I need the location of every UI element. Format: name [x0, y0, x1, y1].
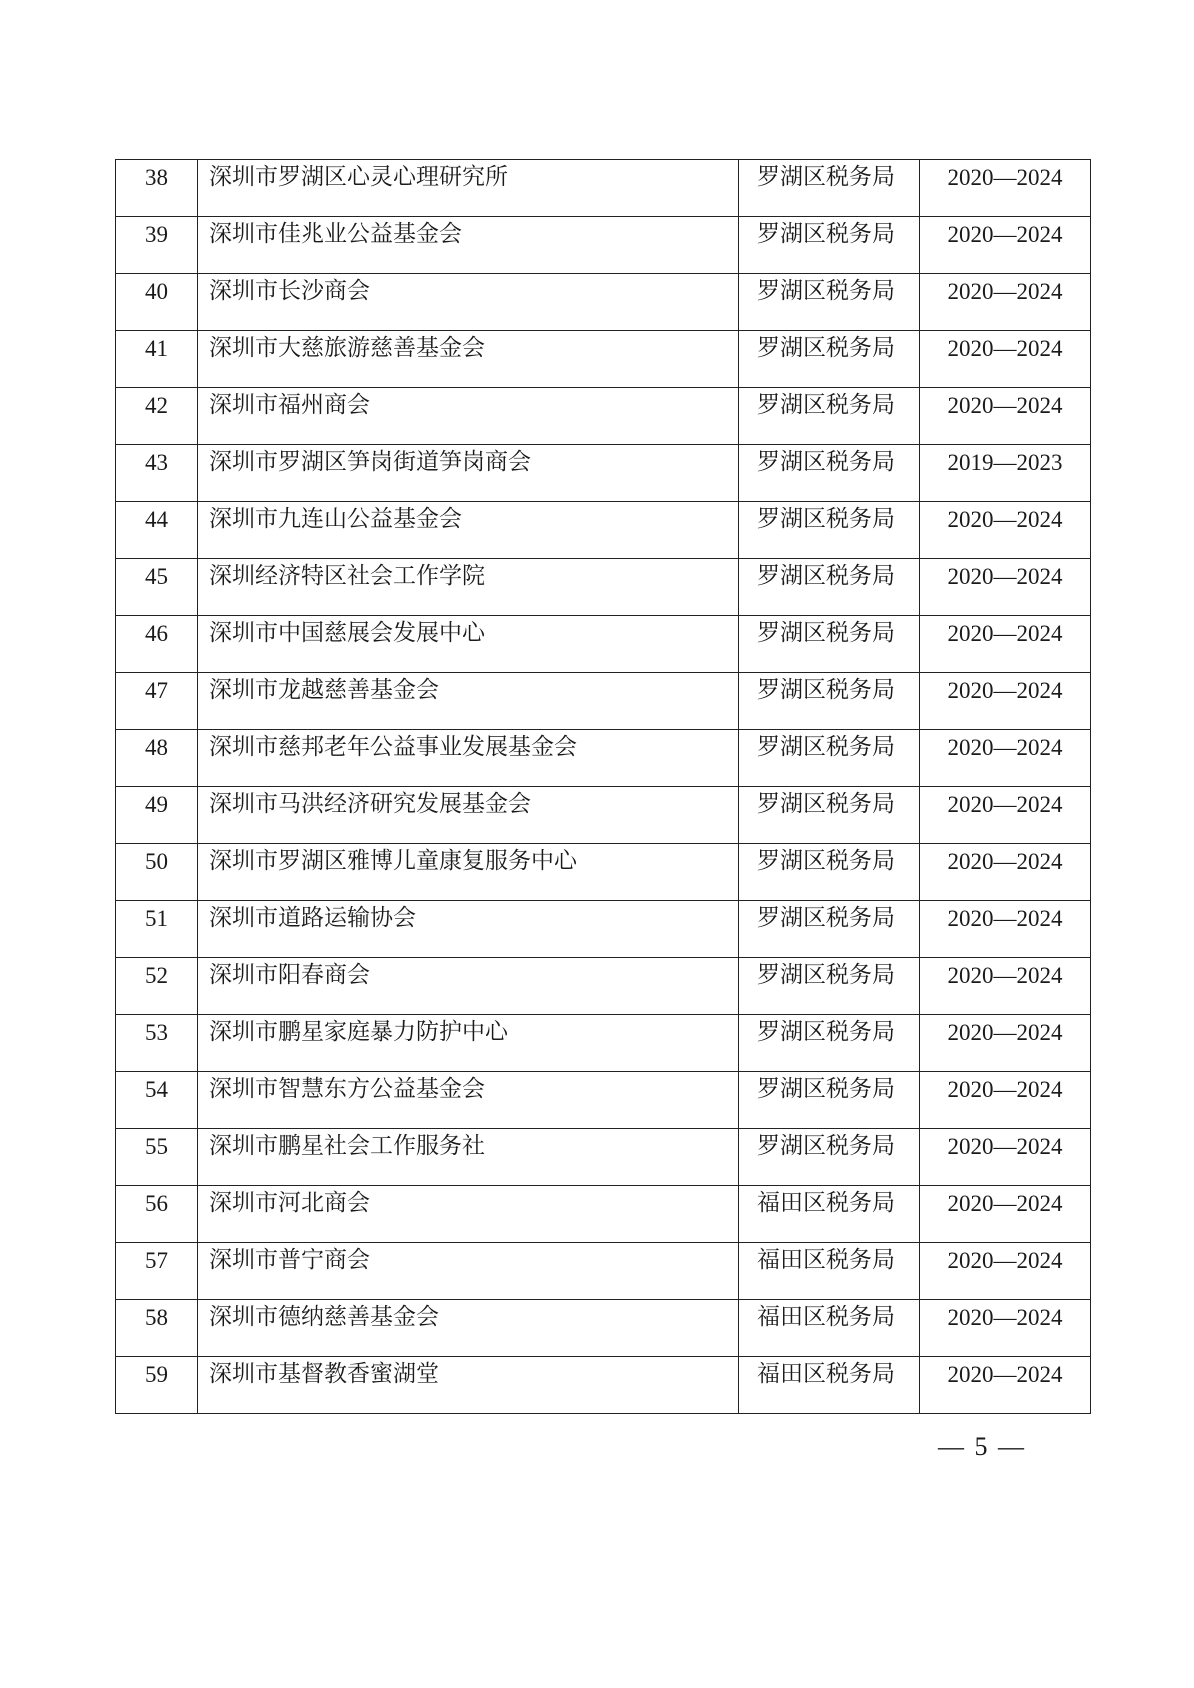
- tax-authority-text: 罗湖区税务局: [757, 677, 895, 703]
- organization-name-cell: [198, 1186, 739, 1243]
- validity-period-text: 2020—2024: [947, 621, 1063, 646]
- tax-authority-text: 罗湖区税务局: [757, 392, 895, 418]
- organization-name-text: 深圳市基督教香蜜湖堂: [209, 1361, 439, 1387]
- tax-authority-text: 罗湖区税务局: [757, 1076, 895, 1102]
- validity-period-cell: [920, 844, 1091, 901]
- row-number-text: 43: [145, 450, 168, 475]
- table-row: [116, 388, 1091, 445]
- table-row: [116, 274, 1091, 331]
- validity-period-cell: [920, 388, 1091, 445]
- validity-period-text: 2020—2024: [947, 1362, 1063, 1387]
- organization-name-cell: [198, 1243, 739, 1300]
- tax-authority-text: 福田区税务局: [757, 1190, 895, 1216]
- table-row: [116, 1300, 1091, 1357]
- organization-name-cell: [198, 901, 739, 958]
- table-row: [116, 559, 1091, 616]
- validity-period-cell: [920, 217, 1091, 274]
- organization-name-text: 深圳市鹏星社会工作服务社: [209, 1133, 485, 1159]
- organization-name-text: 深圳市河北商会: [209, 1190, 370, 1216]
- row-number-cell: [116, 502, 198, 559]
- tax-authority-cell: [739, 388, 920, 445]
- validity-period-cell: [920, 331, 1091, 388]
- row-number-text: 53: [145, 1020, 168, 1045]
- organization-name-text: 深圳市罗湖区雅博儿童康复服务中心: [209, 848, 577, 874]
- row-number-cell: [116, 274, 198, 331]
- row-number-text: 57: [145, 1248, 168, 1273]
- validity-period-cell: [920, 730, 1091, 787]
- validity-period-text: 2020—2024: [947, 222, 1063, 247]
- organization-name-text: 深圳市福州商会: [209, 392, 370, 418]
- row-number-text: 58: [145, 1305, 168, 1330]
- table-row: [116, 787, 1091, 844]
- row-number-cell: [116, 1129, 198, 1186]
- organization-name-cell: [198, 445, 739, 502]
- tax-authority-cell: [739, 673, 920, 730]
- row-number-cell: [116, 844, 198, 901]
- row-number-text: 47: [145, 678, 168, 703]
- tax-authority-cell: [739, 901, 920, 958]
- validity-period-text: 2020—2024: [947, 165, 1063, 190]
- table-row: [116, 844, 1091, 901]
- row-number-cell: [116, 445, 198, 502]
- tax-authority-text: 罗湖区税务局: [757, 962, 895, 988]
- table-row: [116, 445, 1091, 502]
- row-number-cell: [116, 787, 198, 844]
- validity-period-text: 2020—2024: [947, 279, 1063, 304]
- row-number-cell: [116, 160, 198, 217]
- tax-authority-text: 罗湖区税务局: [757, 563, 895, 589]
- organization-name-text: 深圳市龙越慈善基金会: [209, 677, 439, 703]
- validity-period-cell: [920, 160, 1091, 217]
- row-number-text: 50: [145, 849, 168, 874]
- table-row: [116, 958, 1091, 1015]
- row-number-text: 48: [145, 735, 168, 760]
- row-number-cell: [116, 1243, 198, 1300]
- row-number-cell: [116, 1300, 198, 1357]
- tax-authority-text: 罗湖区税务局: [757, 734, 895, 760]
- organization-name-cell: [198, 844, 739, 901]
- organization-name-cell: [198, 1015, 739, 1072]
- tax-authority-cell: [739, 1300, 920, 1357]
- table-row: [116, 160, 1091, 217]
- organization-name-text: 深圳市智慧东方公益基金会: [209, 1076, 485, 1102]
- row-number-cell: [116, 217, 198, 274]
- row-number-cell: [116, 616, 198, 673]
- organization-name-cell: [198, 673, 739, 730]
- row-number-cell: [116, 331, 198, 388]
- validity-period-text: 2020—2024: [947, 336, 1063, 361]
- tax-authority-text: 罗湖区税务局: [757, 905, 895, 931]
- validity-period-text: 2020—2024: [947, 906, 1063, 931]
- table-row: [116, 1072, 1091, 1129]
- validity-period-text: 2020—2024: [947, 678, 1063, 703]
- row-number-text: 44: [145, 507, 168, 532]
- tax-authority-cell: [739, 1129, 920, 1186]
- validity-period-text: 2020—2024: [947, 1305, 1063, 1330]
- tax-authority-cell: [739, 502, 920, 559]
- table-row: [116, 502, 1091, 559]
- tax-authority-text: 福田区税务局: [757, 1361, 895, 1387]
- organization-name-text: 深圳市罗湖区心灵心理研究所: [209, 164, 508, 190]
- row-number-cell: [116, 730, 198, 787]
- tax-authority-text: 罗湖区税务局: [757, 1133, 895, 1159]
- organization-name-text: 深圳市长沙商会: [209, 278, 370, 304]
- tax-authority-text: 福田区税务局: [757, 1247, 895, 1273]
- tax-authority-text: 罗湖区税务局: [757, 1019, 895, 1045]
- validity-period-text: 2020—2024: [947, 963, 1063, 988]
- page-number: — 5 —: [938, 1432, 1026, 1461]
- validity-period-text: 2020—2024: [947, 1077, 1063, 1102]
- row-number-text: 49: [145, 792, 168, 817]
- tax-authority-text: 福田区税务局: [757, 1304, 895, 1330]
- validity-period-cell: [920, 445, 1091, 502]
- row-number-text: 51: [145, 906, 168, 931]
- validity-period-cell: [920, 1300, 1091, 1357]
- tax-authority-text: 罗湖区税务局: [757, 221, 895, 247]
- row-number-text: 46: [145, 621, 168, 646]
- validity-period-cell: [920, 787, 1091, 844]
- validity-period-text: 2020—2024: [947, 507, 1063, 532]
- tax-authority-text: 罗湖区税务局: [757, 620, 895, 646]
- organization-name-text: 深圳市罗湖区笋岗街道笋岗商会: [209, 449, 531, 475]
- tax-authority-text: 罗湖区税务局: [757, 506, 895, 532]
- organization-name-cell: [198, 1129, 739, 1186]
- validity-period-text: 2020—2024: [947, 735, 1063, 760]
- organization-table: [115, 159, 1091, 1414]
- tax-authority-cell: [739, 787, 920, 844]
- validity-period-cell: [920, 1072, 1091, 1129]
- organization-name-cell: [198, 160, 739, 217]
- validity-period-cell: [920, 958, 1091, 1015]
- validity-period-cell: [920, 673, 1091, 730]
- validity-period-text: 2020—2024: [947, 1191, 1063, 1216]
- organization-name-cell: [198, 217, 739, 274]
- row-number-cell: [116, 1015, 198, 1072]
- organization-name-text: 深圳市马洪经济研究发展基金会: [209, 791, 531, 817]
- tax-authority-cell: [739, 217, 920, 274]
- row-number-cell: [116, 1072, 198, 1129]
- tax-authority-cell: [739, 1072, 920, 1129]
- table-row: [116, 217, 1091, 274]
- validity-period-cell: [920, 901, 1091, 958]
- tax-authority-cell: [739, 1243, 920, 1300]
- organization-name-cell: [198, 1357, 739, 1414]
- table-row: [116, 616, 1091, 673]
- validity-period-text: 2020—2024: [947, 1020, 1063, 1045]
- validity-period-cell: [920, 559, 1091, 616]
- table-row: [116, 1243, 1091, 1300]
- table-row: [116, 1129, 1091, 1186]
- tax-authority-cell: [739, 1357, 920, 1414]
- tax-authority-cell: [739, 1186, 920, 1243]
- validity-period-text: 2020—2024: [947, 1248, 1063, 1273]
- row-number-text: 41: [145, 336, 168, 361]
- tax-authority-cell: [739, 616, 920, 673]
- row-number-text: 55: [145, 1134, 168, 1159]
- tax-authority-text: 罗湖区税务局: [757, 791, 895, 817]
- validity-period-text: 2020—2024: [947, 393, 1063, 418]
- organization-name-text: 深圳经济特区社会工作学院: [209, 563, 485, 589]
- tax-authority-text: 罗湖区税务局: [757, 449, 895, 475]
- row-number-cell: [116, 958, 198, 1015]
- tax-authority-cell: [739, 730, 920, 787]
- organization-name-cell: [198, 1072, 739, 1129]
- tax-authority-text: 罗湖区税务局: [757, 335, 895, 361]
- validity-period-cell: [920, 1243, 1091, 1300]
- row-number-text: 54: [145, 1077, 168, 1102]
- organization-name-cell: [198, 958, 739, 1015]
- row-number-cell: [116, 673, 198, 730]
- table-body: [116, 160, 1091, 1414]
- tax-authority-cell: [739, 331, 920, 388]
- tax-authority-cell: [739, 958, 920, 1015]
- validity-period-text: 2020—2024: [947, 1134, 1063, 1159]
- organization-name-text: 深圳市普宁商会: [209, 1247, 370, 1273]
- validity-period-cell: [920, 1129, 1091, 1186]
- validity-period-cell: [920, 1357, 1091, 1414]
- table-row: [116, 331, 1091, 388]
- row-number-text: 42: [145, 393, 168, 418]
- validity-period-cell: [920, 1015, 1091, 1072]
- table-row: [116, 673, 1091, 730]
- row-number-text: 52: [145, 963, 168, 988]
- validity-period-cell: [920, 502, 1091, 559]
- organization-name-cell: [198, 388, 739, 445]
- organization-name-text: 深圳市中国慈展会发展中心: [209, 620, 485, 646]
- organization-name-cell: [198, 616, 739, 673]
- validity-period-cell: [920, 616, 1091, 673]
- row-number-cell: [116, 901, 198, 958]
- table-row: [116, 1186, 1091, 1243]
- tax-authority-cell: [739, 559, 920, 616]
- validity-period-text: 2020—2024: [947, 564, 1063, 589]
- organization-name-text: 深圳市道路运输协会: [209, 905, 416, 931]
- row-number-text: 39: [145, 222, 168, 247]
- organization-name-text: 深圳市德纳慈善基金会: [209, 1304, 439, 1330]
- organization-name-text: 深圳市佳兆业公益基金会: [209, 221, 462, 247]
- row-number-cell: [116, 1357, 198, 1414]
- table-row: [116, 901, 1091, 958]
- validity-period-cell: [920, 1186, 1091, 1243]
- organization-name-cell: [198, 559, 739, 616]
- organization-name-cell: [198, 331, 739, 388]
- organization-name-text: 深圳市大慈旅游慈善基金会: [209, 335, 485, 361]
- organization-name-cell: [198, 274, 739, 331]
- validity-period-text: 2020—2024: [947, 792, 1063, 817]
- tax-authority-cell: [739, 1015, 920, 1072]
- row-number-text: 59: [145, 1362, 168, 1387]
- table-row: [116, 730, 1091, 787]
- tax-authority-cell: [739, 160, 920, 217]
- organization-name-text: 深圳市鹏星家庭暴力防护中心: [209, 1019, 508, 1045]
- tax-authority-text: 罗湖区税务局: [757, 848, 895, 874]
- organization-name-cell: [198, 502, 739, 559]
- table-row: [116, 1015, 1091, 1072]
- row-number-text: 45: [145, 564, 168, 589]
- tax-authority-text: 罗湖区税务局: [757, 278, 895, 304]
- organization-name-cell: [198, 787, 739, 844]
- validity-period-text: 2019—2023: [947, 450, 1063, 475]
- tax-authority-cell: [739, 274, 920, 331]
- tax-authority-cell: [739, 844, 920, 901]
- table-row: [116, 1357, 1091, 1414]
- validity-period-text: 2020—2024: [947, 849, 1063, 874]
- row-number-text: 38: [145, 165, 168, 190]
- validity-period-cell: [920, 274, 1091, 331]
- organization-name-text: 深圳市阳春商会: [209, 962, 370, 988]
- organization-name-cell: [198, 730, 739, 787]
- row-number-cell: [116, 388, 198, 445]
- tax-authority-text: 罗湖区税务局: [757, 164, 895, 190]
- row-number-text: 56: [145, 1191, 168, 1216]
- organization-name-text: 深圳市九连山公益基金会: [209, 506, 462, 532]
- row-number-cell: [116, 1186, 198, 1243]
- organization-name-text: 深圳市慈邦老年公益事业发展基金会: [209, 734, 577, 760]
- row-number-cell: [116, 559, 198, 616]
- organization-name-cell: [198, 1300, 739, 1357]
- row-number-text: 40: [145, 279, 168, 304]
- tax-authority-cell: [739, 445, 920, 502]
